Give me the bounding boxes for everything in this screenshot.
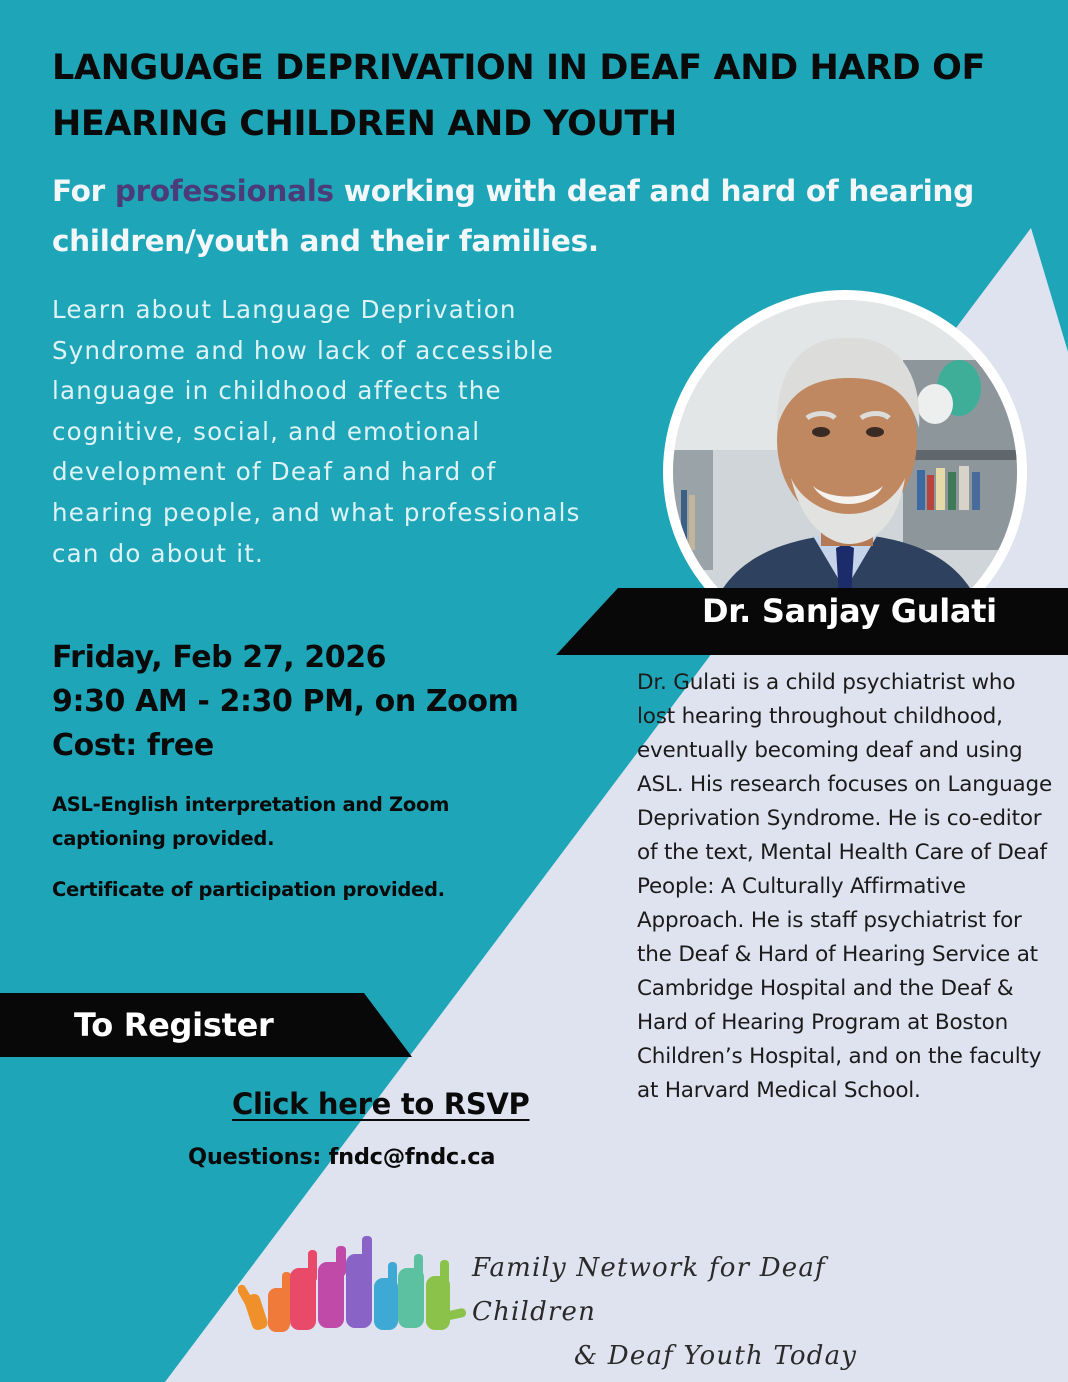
event-details <box>52 636 572 768</box>
subtitle-lead: For <box>52 174 115 208</box>
speaker-name: Dr. Sanjay Gulati <box>702 592 997 630</box>
organization-name-line1: Family Network for Deaf Children <box>472 1253 826 1327</box>
subtitle-highlight: professionals <box>114 174 334 208</box>
organization-name-line2: & Deaf Youth Today <box>574 1341 858 1371</box>
subtitle-rest: working with deaf and hard of hearing children/youth and their families. <box>52 174 974 258</box>
fndc-hands-logo-icon <box>238 1232 470 1344</box>
event-cost: Cost: free <box>52 728 214 763</box>
interpretation-note: ASL-English interpretation and Zoom captioning provided. <box>52 793 450 850</box>
intro-paragraph: Learn about Language Deprivation Syndrome and how lack of accessible language in childhood affects the cognitive, social, and emotional development of Deaf and hard of hearing people, and what professionals can do about it. <box>52 295 581 568</box>
register-label: To Register <box>74 1006 274 1044</box>
event-date: Friday, Feb 27, 2026 <box>52 640 387 675</box>
audience-subtitle <box>52 166 982 266</box>
speaker-bio: Dr. Gulati is a child psychiatrist who lost hearing throughout childhood, eventually becoming deaf and using ASL. His research focuses on Language Deprivation Syndrome. He is co-editor of the text, Mental Health Care of Deaf People: A Culturally Affirmative Approach. He is staff psychiatrist for the Deaf & Hard of Hearing Service at Cambridge Hospital and the Deaf & Hard of Hearing Program at Boston Children’s Hospital, and on the faculty at Harvard Medical School. <box>637 670 1052 1103</box>
rsvp-link[interactable]: Click here to RSVP <box>232 1087 530 1121</box>
event-time: 9:30 AM - 2:30 PM, on Zoom <box>52 684 519 719</box>
page-title: LANGUAGE DEPRIVATION IN DEAF AND HARD OF HEARING CHILDREN AND YOUTH <box>52 48 985 144</box>
organization-name <box>472 1246 942 1378</box>
certificate-note: Certificate of participation provided. <box>52 878 445 901</box>
questions-contact: Questions: fndc@fndc.ca <box>188 1144 496 1170</box>
